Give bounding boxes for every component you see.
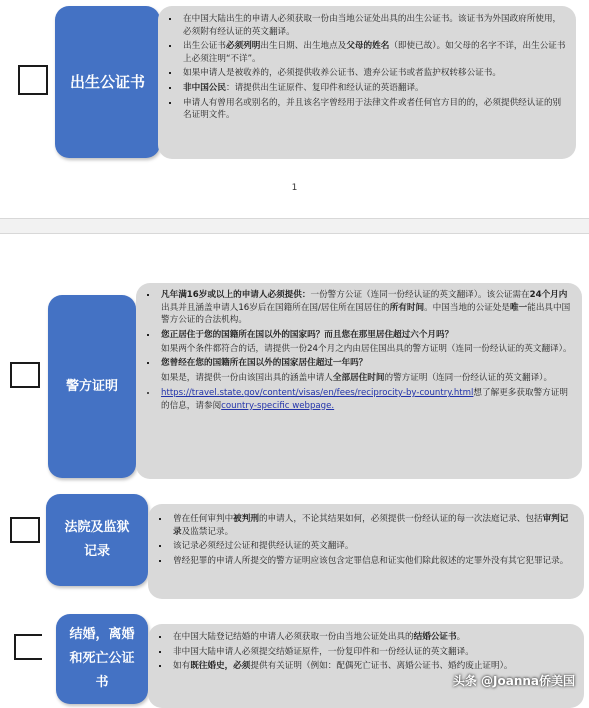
page-separator (0, 218, 589, 234)
police-a3: 如果是，请提供一份由该国出具的涵盖申请人全部居住时间的警方证明（连同一份经认证的英文翻译）。 (161, 372, 553, 383)
police-content (136, 283, 582, 479)
police-q2: ▪ 您正居住于您的国籍所在国以外的国家吗？而且您在那里居住超过六个月吗？ (158, 329, 572, 342)
marriage-item-1: ▪ 在中国大陆登记结婚的申请人必须获取一份由当地公证处出具的结婚公证书。 (170, 631, 574, 644)
police-q1: ▪ 凡年满16岁或以上的申请人必须提供：一份警方公证（连同一份经认证的英文翻译）。该公证需在24个月内出具并且涵盖申请人16岁后在国籍所在国/居住所在国居住的所有时间。中国当地的公证处是唯一能出具中国警方公证的合法机构。 (158, 289, 572, 327)
marriage-label: 结婚，离婚和死亡公证书 (56, 614, 148, 704)
marriage-item-3: ▪ 如有既往婚史，必须提供有关证明（例如：配偶死亡证书、离婚公证书、婚约废止证明）。 (170, 660, 574, 673)
court-item-1: ▪ 曾在任何审判中被判刑的申请人，不论其结果如何，必须提供一份经认证的每一次法庭记录、包括审判记录及监禁记录。 (170, 513, 574, 538)
birth-item-4: ▪ 非中国公民：请提供出生证原件、复印件和经认证的英语翻译。 (180, 82, 566, 95)
marriage-checkbox[interactable] (14, 634, 42, 660)
police-label: 警方证明 (48, 295, 136, 478)
birth-label: 出生公证书 (55, 6, 160, 158)
marriage-content (148, 624, 584, 708)
court-item-3: ▪ 曾经犯罪的申请人所提交的警方证明应该包含定罪信息和证实他们除此叙述的定罪外没有其它犯罪记录。 (170, 555, 574, 568)
police-q3: ▪ 您曾经在您的国籍所在国以外的国家居住超过一年吗？ (158, 357, 572, 370)
birth-item-2: ▪ 出生公证书必须列明出生日期、出生地点及父母的姓名（即使已故）。如父母的名字不详，出生公证书上必须注明“不详”。 (180, 40, 566, 65)
birth-item-1: ▪ 在中国大陆出生的申请人必须获取一份由当地公证处出具的出生公证书。该证书为外国政府所使用，必须附有经认证的英文翻译。 (180, 13, 566, 38)
marriage-item-2: ▪ 非中国大陆申请人必须提交结婚证原件，一份复印件和一份经认证的英文翻译。 (170, 646, 574, 659)
birth-content (158, 6, 576, 159)
court-checkbox[interactable] (10, 517, 40, 543)
birth-item-5: ▪ 申请人有曾用名或别名的，并且该名字曾经用于法律文件或者任何官方目的的，必须提供经认证的别名证明文件。 (180, 97, 566, 122)
court-label: 法院及监狱记录 (46, 494, 148, 586)
police-link-item: • https://travel.state.gov/content/visas/en/fees/reciprocity-by-country.html想了解更多获取警方证明的信息，请参阅country-specific webpage. (158, 387, 572, 412)
birth-item-3: ▪ 如果申请人是被收养的，必须提供收养公证书、遗弃公证书或者监护权转移公证书。 (180, 67, 566, 80)
police-a2: 如果两个条件都符合的话，请提供一份24个月之内由居住国出具的警方证明（连同一份经认证的英文翻译）。 (161, 344, 572, 355)
reciprocity-link[interactable]: https://travel.state.gov/content/visas/en/fees/reciprocity-by-country.html (161, 388, 474, 399)
watermark: 头条 @Joanna侨美国 (452, 674, 575, 688)
page-number: 1 (291, 183, 298, 193)
police-checkbox[interactable] (10, 362, 40, 388)
court-content (148, 504, 584, 599)
birth-checkbox[interactable] (18, 65, 48, 95)
court-item-2: ▪ 该记录必须经过公证和提供经认证的英文翻译。 (170, 540, 574, 553)
country-specific-link[interactable]: country-specific webpage. (221, 400, 335, 411)
